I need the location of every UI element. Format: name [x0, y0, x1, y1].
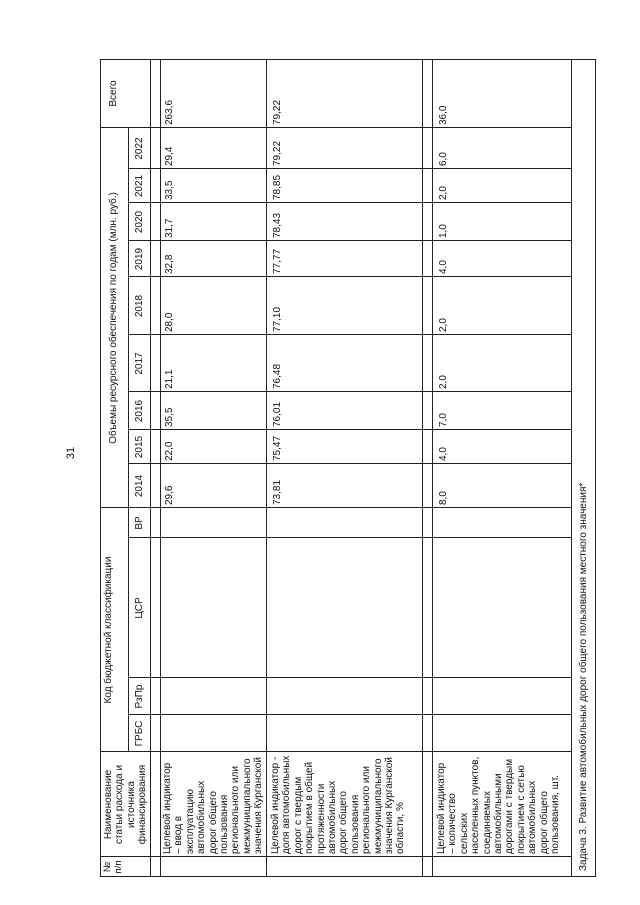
row-2-value-2015: 75,47	[272, 435, 283, 461]
col-line-2019	[128, 276, 572, 277]
header-num: № п/п	[102, 860, 124, 874]
row-2-value-2020: 78,43	[272, 212, 283, 238]
page-number: 31	[65, 446, 77, 460]
header-year-2016: 2016	[134, 399, 145, 423]
col-line-csr	[128, 677, 572, 678]
row-1-value-2018: 28,0	[164, 312, 175, 332]
row-3-value-2022: 6,0	[438, 152, 449, 166]
col-line-2017	[128, 391, 572, 392]
row-2-value-2016: 76,01	[272, 401, 283, 427]
row-3-value-2014: 8,0	[438, 491, 449, 505]
header-year-2019: 2019	[134, 247, 145, 271]
row-1-bottom-line	[266, 59, 267, 877]
row-1-name: Целевой индикатор – ввод в эксплуатацию автомобильных дорог общего пользования регионального или межмуниципального значения Курганской	[162, 757, 264, 854]
header-code-grbs: ГРБС	[134, 720, 145, 747]
header-year-2017: 2017	[134, 352, 145, 375]
col-line-2018	[128, 334, 572, 335]
row-3-value-2015: 4,0	[438, 447, 449, 461]
header-year-2018: 2018	[134, 294, 145, 318]
row-2-bottom-line	[422, 59, 423, 877]
col-line-codes-start	[100, 751, 572, 752]
table-border-right	[100, 59, 596, 60]
row-1-total: 263,6	[164, 99, 175, 125]
row-2-value-2019: 77,77	[272, 248, 283, 274]
numbering-line	[160, 59, 161, 877]
row-2-value-2018: 77,10	[272, 306, 283, 332]
row-2-total: 79,22	[272, 99, 283, 125]
header-year-2021: 2021	[134, 174, 145, 198]
col-line-vr	[128, 537, 572, 538]
table-border-left	[100, 876, 596, 877]
col-line-2021	[128, 202, 572, 203]
header-bottom-line	[150, 59, 151, 877]
row-3-total: 36,0	[438, 105, 449, 125]
col-line-2015	[128, 463, 572, 464]
row-2-value-2017: 76,48	[272, 363, 283, 389]
row-1-value-2021: 33,5	[164, 180, 175, 200]
row-1-value-2015: 22,0	[164, 441, 175, 461]
row-3-value-2018: 2,0	[438, 318, 449, 332]
row-1-value-2020: 31,7	[164, 218, 175, 238]
row-3-value-2017: 2,0	[438, 375, 449, 389]
header-year-2020: 2020	[134, 210, 145, 234]
table-border-bottom	[595, 59, 596, 877]
resource-table	[100, 59, 596, 877]
header-total: Всего	[108, 80, 119, 107]
col-line-total	[100, 127, 572, 128]
header-code-csr: ЦСР	[134, 597, 145, 619]
row-2-value-2022: 79,22	[272, 140, 283, 166]
row-2-value-2014: 73,81	[272, 479, 283, 505]
row-3-top-line	[432, 59, 433, 877]
col-line-2022	[128, 168, 572, 169]
header-name: Наименование статьи расхода и источника финансирования	[103, 764, 149, 845]
row-3-value-2021: 2,0	[438, 186, 449, 200]
row-1-value-2019: 32,8	[164, 254, 175, 274]
col-line-2016	[128, 429, 572, 430]
row-3-name: Целевой индикатор – количество сельских населенных пунктов, соединяемых автомобильными дорогами с твердым покрытием с сетью автомобильных дорог общего пользования, шт.	[436, 756, 562, 854]
header-volumes-group: Объемы ресурсного обеспечения по годам (млн. руб.)	[108, 192, 119, 444]
header-code-group: Код бюджетной классификации	[103, 556, 114, 704]
header-sub-line-years	[128, 128, 129, 508]
col-line-years-start	[100, 507, 572, 508]
header-year-2014: 2014	[134, 474, 145, 498]
table-border-top	[100, 59, 101, 877]
row-3-bottom-line	[571, 59, 572, 877]
row-2-name: Целевой индикатор - доля автомобильных дорог с твердым покрытием в общей протяженности автомобильных дорог общего пользования регионального или межмуниципального значения Курганской области, %	[270, 755, 407, 854]
row-1-value-2022: 29,4	[164, 146, 175, 166]
header-year-2022: 2022	[134, 137, 145, 160]
row-3-value-2020: 1,0	[438, 224, 449, 238]
task-row: Задача 3. Развитие автомобильных дорог общего пользования местного значения*	[578, 482, 589, 871]
header-code-vr: ВР	[134, 516, 145, 530]
header-code-rzpr: РзПр	[134, 684, 145, 709]
col-line-2020	[128, 240, 572, 241]
row-1-value-2016: 35,5	[164, 407, 175, 427]
row-1-value-2014: 29,6	[164, 485, 175, 505]
header-sub-line-codes	[128, 508, 129, 752]
row-1-value-2017: 21,1	[164, 369, 175, 389]
row-3-value-2016: 7,0	[438, 413, 449, 427]
header-year-2015: 2015	[134, 435, 145, 459]
row-3-value-2019: 4,0	[438, 260, 449, 274]
col-line-rzpr	[128, 714, 572, 715]
col-line-name	[100, 856, 572, 857]
row-2-value-2021: 78,85	[272, 174, 283, 200]
